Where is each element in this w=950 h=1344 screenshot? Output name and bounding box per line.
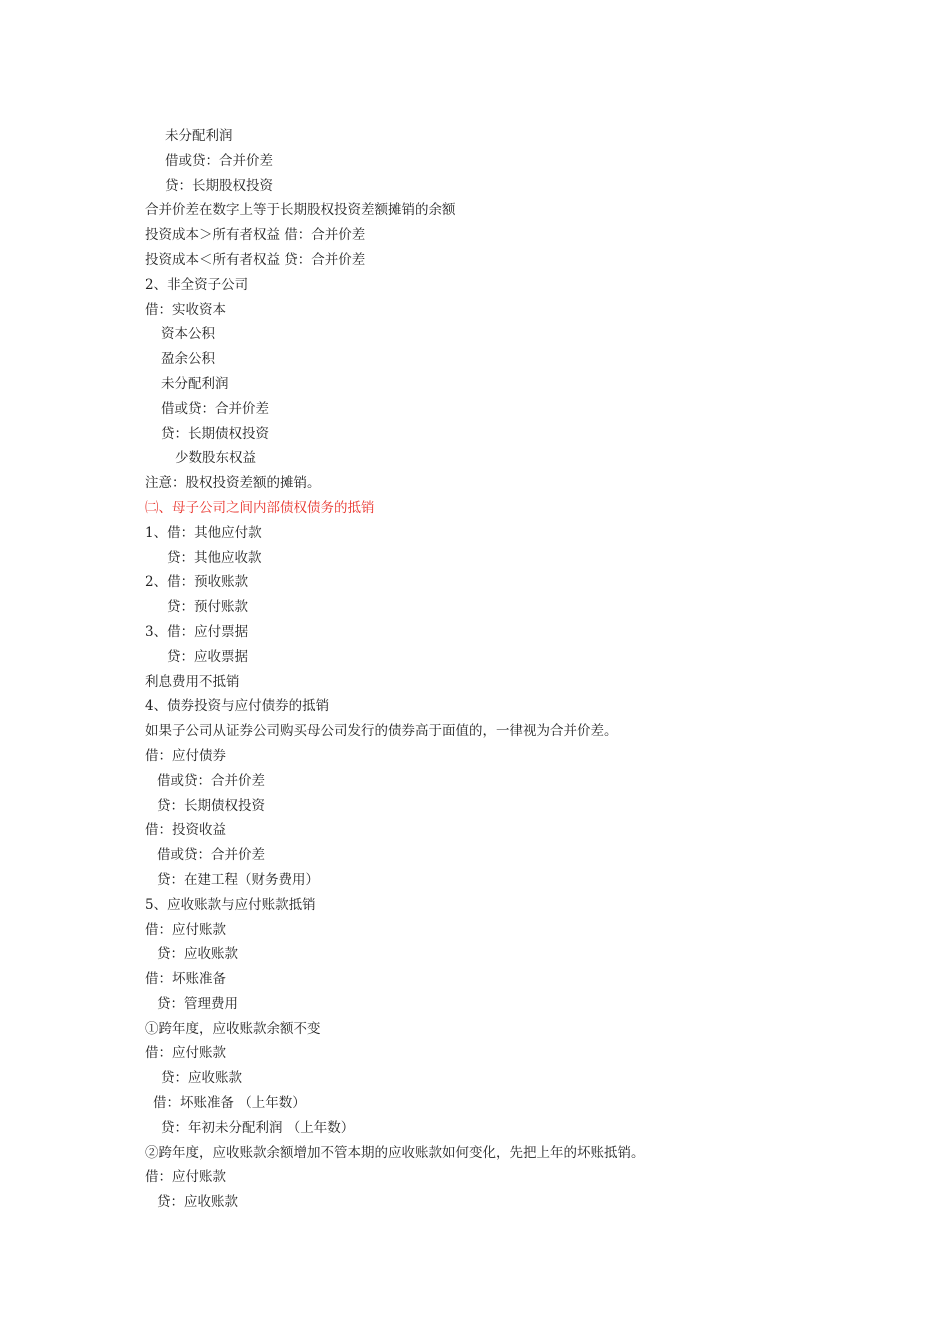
- text-line: 借或贷：合并价差: [157, 772, 265, 789]
- text-line: 贷：其他应收款: [167, 549, 262, 566]
- text-line: 贷：应收账款: [157, 1194, 238, 1211]
- text-line: 未分配利润: [161, 375, 229, 392]
- text-line: 1、借：其他应付款: [145, 524, 262, 541]
- text-line: 如果子公司从证券公司购买母公司发行的债券高于面值的，一律视为合并价差。: [145, 723, 618, 740]
- text-line: 2、借：预收账款: [145, 574, 249, 591]
- text-line: 借：坏账准备 （上年数）: [153, 1095, 306, 1112]
- text-line: 未分配利润: [165, 128, 233, 144]
- text-line: 借：应付债券: [145, 747, 226, 764]
- text-line: 借：应付账款: [145, 921, 226, 938]
- document-body: [145, 124, 905, 1215]
- text-line: 5、应收账款与应付账款抵销: [145, 896, 316, 913]
- text-line: 借或贷：合并价差: [161, 400, 269, 417]
- text-line: 贷：长期债权投资: [157, 797, 265, 814]
- text-line: 贷：应收票据: [167, 648, 248, 665]
- text-line: 贷：在建工程（财务费用）: [157, 871, 319, 888]
- text-line: 借：应付账款: [145, 1169, 226, 1186]
- text-line: 借：实收资本: [145, 301, 226, 318]
- text-line: 借：应付账款: [145, 1045, 226, 1062]
- text-line: 借或贷：合并价差: [165, 152, 273, 169]
- text-line: 贷：应收账款: [161, 1070, 242, 1087]
- text-line: 投资成本＜所有者权益 贷：合并价差: [145, 251, 366, 268]
- text-line: 盈余公积: [161, 351, 215, 368]
- text-line: 少数股东权益: [175, 450, 256, 467]
- text-line: 资本公积: [161, 326, 215, 343]
- text-line: ①跨年度，应收账款余额不变: [145, 1020, 321, 1037]
- text-line: 借：坏账准备: [145, 971, 226, 988]
- text-line: 贷：预付账款: [167, 599, 248, 616]
- text-line: ②跨年度，应收账款余额增加不管本期的应收账款如何变化，先把上年的坏账抵销。: [145, 1144, 645, 1161]
- text-line: 4、债券投资与应付债券的抵销: [145, 698, 330, 715]
- text-line: 贷：管理费用: [157, 995, 238, 1012]
- text-line: 借：投资收益: [145, 822, 226, 839]
- text-line: 2、非全资子公司: [145, 276, 249, 293]
- text-line: 贷：长期股权投资: [165, 177, 273, 194]
- text-line: 注意：股权投资差额的摊销。: [145, 475, 321, 492]
- text-line: 投资成本＞所有者权益 借：合并价差: [145, 227, 366, 244]
- section-heading: ㈡、母子公司之间内部债权债务的抵销: [145, 499, 375, 516]
- text-line: 利息费用不抵销: [145, 673, 240, 690]
- text-line: 贷：应收账款: [157, 946, 238, 963]
- text-line: 合并价差在数字上等于长期股权投资差额摊销的余额: [145, 202, 456, 219]
- text-line: 3、借：应付票据: [145, 623, 249, 640]
- text-line: 贷：年初未分配利润 （上年数）: [161, 1119, 355, 1136]
- text-line: 借或贷：合并价差: [157, 847, 265, 864]
- text-line: 贷：长期债权投资: [161, 425, 269, 442]
